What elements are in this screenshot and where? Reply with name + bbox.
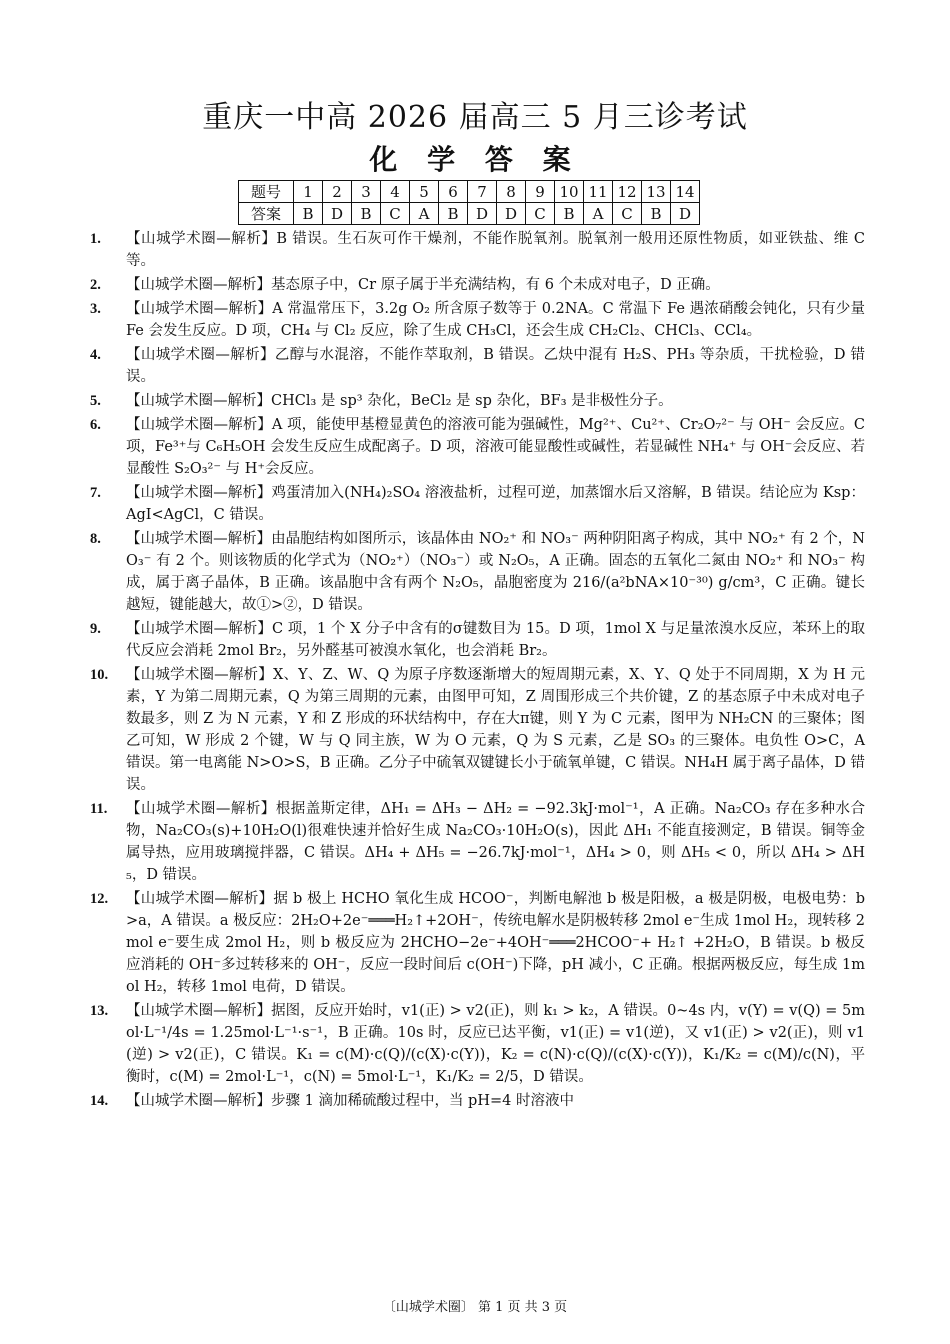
explanation-item: [90, 528, 865, 616]
item-text: 【山城学术圈—解析】A 常温常压下，3.2g O₂ 所含原子数等于 0.2NA。C 常温下 Fe 遇浓硝酸会钝化，只有少量 Fe 会发生反应。D 项，CH₄ 与 Cl₂ 反应，除了生成 CH₃Cl，还会生成 CH₂Cl₂、CHCl₃、CCl₄。: [126, 301, 865, 339]
question-number-cell: 10: [555, 181, 584, 203]
page-title: 重庆一中高 2026 届高三 5 月三诊考试: [202, 100, 748, 135]
explanation-item: [90, 390, 865, 412]
answer-cell: A: [410, 203, 439, 225]
question-number-cell: 14: [671, 181, 700, 203]
item-text: 【山城学术圈—解析】据 b 极上 HCHO 氧化生成 HCOO⁻，判断电解池 b 极是阳极，a 极是阴极，电极电势：b>a，A 错误。a 极反应：2H₂O+2e⁻═══H₂↑+2OH⁻，传统电解水是阴极转移 2mol e⁻生成 1mol H₂，现转移 2mol e⁻要生成 2mol H₂，则 b 极反应为 2HCHO−2e⁻+4OH⁻═══2HCOO⁻+ H₂↑ +2H₂O，B 错误。b 极反应消耗的 OH⁻多过转移来的 OH⁻，反应一段时间后 c(OH⁻)下降，pH 减小，C 正确。根据两极反应，每生成 1mol H₂，转移 1mol 电荷，D 错误。: [126, 891, 866, 995]
explanation-item: [90, 1090, 865, 1112]
row-label: 答案: [239, 203, 294, 225]
explanation-item: [90, 888, 865, 998]
item-text: 【山城学术圈—解析】B 错误。生石灰可作干燥剂，不能作脱氧剂。脱氧剂一般用还原性物质，如亚铁盐、维 C 等。: [126, 231, 865, 269]
explanation-item: [90, 274, 865, 296]
item-text: 【山城学术圈—解析】鸡蛋清加入(NH₄)₂SO₄ 溶液盐析，过程可逆，加蒸馏水后又溶解，B 错误。结论应为 Ksp：AgI<AgCl，C 错误。: [126, 485, 865, 523]
answer-cell: A: [584, 203, 613, 225]
question-number-cell: 9: [526, 181, 555, 203]
question-number-cell: 2: [323, 181, 352, 203]
question-number-cell: 4: [381, 181, 410, 203]
item-text: 【山城学术圈—解析】据图，反应开始时，v1(正) > v2(正)，则 k₁ > k₂，A 错误。0~4s 内，v(Y) = v(Q) = 5mol·L⁻¹/4s = 1.25mol·L⁻¹·s⁻¹，B 正确。10s 时，反应已达平衡，v1(正) = v1(逆)，又 v1(正) > v2(正)，则 v1(逆) > v2(正)，C 错误。K₁ = c(M)·c(Q)/(c(X)·c(Y))，K₂ = c(N)·c(Q)/(c(X)·c(Y))，K₁/K₂ = c(M)/c(N)，平衡时，c(M) = 2mol·L⁻¹，c(N) = 5mol·L⁻¹，K₁/K₂ = 2/5，D 错误。: [126, 1003, 866, 1085]
answer-cell: D: [468, 203, 497, 225]
item-number: 1.: [90, 231, 101, 247]
question-number-cell: 5: [410, 181, 439, 203]
answer-cell: B: [555, 203, 584, 225]
explanation-item: [90, 228, 865, 272]
item-text: 【山城学术圈—解析】步骤 1 滴加稀硫酸过程中，当 pH=4 时溶液中: [126, 1093, 574, 1109]
answer-cell: D: [671, 203, 700, 225]
item-number: 12.: [90, 891, 109, 907]
question-number-cell: 6: [439, 181, 468, 203]
answer-cell: B: [352, 203, 381, 225]
item-number: 14.: [90, 1093, 109, 1109]
row-label: 题号: [239, 181, 294, 203]
explanation-item: [90, 664, 865, 796]
answer-cell: B: [294, 203, 323, 225]
explanation-item: [90, 798, 865, 886]
item-text: 【山城学术圈—解析】A 项，能使甲基橙显黄色的溶液可能为强碱性，Mg²⁺、Cu²⁺、Cr₂O₇²⁻ 与 OH⁻ 会反应。C 项，Fe³⁺与 C₆H₅OH 会发生反应生成配离子。D 项，溶液可能显酸性或碱性，若显碱性 NH₄⁺ 与 OH⁻会反应、若显酸性 S₂O₃²⁻ 与 H⁺会反应。: [126, 417, 865, 477]
question-number-cell: 1: [294, 181, 323, 203]
item-text: 【山城学术圈—解析】CHCl₃ 是 sp³ 杂化，BeCl₂ 是 sp 杂化，BF₃ 是非极性分子。: [126, 393, 673, 409]
item-number: 13.: [90, 1003, 109, 1019]
answer-table-number-row: [239, 181, 700, 203]
item-number: 9.: [90, 621, 101, 637]
explanation-list: [90, 228, 865, 1114]
item-text: 【山城学术圈—解析】由晶胞结构如图所示，该晶体由 NO₂⁺ 和 NO₃⁻ 两种阴阳离子构成，其中 NO₂⁺ 有 2 个，NO₃⁻ 有 2 个。则该物质的化学式为（NO₂⁺）（NO₃⁻）或 N₂O₅，A 正确。固态的五氧化二氮由 NO₂⁺ 和 NO₃⁻ 构成，属于离子晶体，B 正确。该晶胞中含有两个 N₂O₅，晶胞密度为 216/(a²bNA×10⁻³⁰) g/cm³，C 正确。键长越短，键能越大，故①>②，D 错误。: [126, 531, 865, 613]
item-number: 5.: [90, 393, 101, 409]
answer-cell: D: [323, 203, 352, 225]
question-number-cell: 8: [497, 181, 526, 203]
item-number: 6.: [90, 417, 101, 433]
explanation-item: [90, 618, 865, 662]
answer-cell: C: [526, 203, 555, 225]
item-number: 7.: [90, 485, 101, 501]
item-number: 10.: [90, 667, 109, 683]
question-number-cell: 11: [584, 181, 613, 203]
explanation-item: [90, 482, 865, 526]
question-number-cell: 7: [468, 181, 497, 203]
answer-cell: D: [497, 203, 526, 225]
answer-table-answer-row: [239, 203, 700, 225]
question-number-cell: 12: [613, 181, 642, 203]
answer-cell: B: [642, 203, 671, 225]
question-number-cell: 3: [352, 181, 381, 203]
item-number: 8.: [90, 531, 101, 547]
item-text: 【山城学术圈—解析】C 项，1 个 X 分子中含有的σ键数目为 15。D 项，1mol X 与足量浓溴水反应，苯环上的取代反应会消耗 2mol Br₂，另外醛基可被溴水氧化，也会消耗 Br₂。: [126, 621, 865, 659]
answer-cell: C: [381, 203, 410, 225]
page-subtitle: 化 学 答 案: [369, 143, 581, 176]
explanation-item: [90, 1000, 865, 1088]
item-text: 【山城学术圈—解析】X、Y、Z、W、Q 为原子序数逐渐增大的短周期元素，X、Y、Q 处于不同周期，X 为 H 元素，Y 为第二周期元素，Q 为第三周期的元素，由图甲可知，Z 周围形成三个共价键，Z 的基态原子中未成对电子数最多，则 Z 为 N 元素，Y 和 Z 形成的环状结构中，存在大π键，则 Y 为 C 元素，图甲为 NH₂CN 的三聚体；图乙可知，W 形成 2 个键，W 与 Q 同主族，W 为 O 元素，Q 为 S 元素，乙是 SO₃ 的三聚体。电负性 O>C，A 错误。第一电离能 N>O>S，B 正确。乙分子中硫氧双键键长小于硫氧单键，C 错误。NH₄H 属于离子晶体，D 错误。: [126, 667, 866, 793]
item-text: 【山城学术圈—解析】根据盖斯定律，ΔH₁ = ΔH₃ − ΔH₂ = −92.3kJ·mol⁻¹，A 正确。Na₂CO₃ 存在多种水合物，Na₂CO₃(s)+10H₂O(l)很难快速并恰好生成 Na₂CO₃·10H₂O(s)，因此 ΔH₁ 不能直接测定，B 错误。铜等金属导热，应用玻璃搅拌器，C 错误。ΔH₄ + ΔH₅ = −26.7kJ·mol⁻¹，ΔH₄ > 0，则 ΔH₅ < 0，所以 ΔH₄ > ΔH₅，D 错误。: [126, 801, 865, 883]
item-number: 3.: [90, 301, 101, 317]
item-number: 11.: [90, 801, 108, 817]
answer-table: [238, 180, 700, 225]
explanation-item: [90, 298, 865, 342]
question-number-cell: 13: [642, 181, 671, 203]
explanation-item: [90, 344, 865, 388]
answer-cell: C: [613, 203, 642, 225]
item-text: 【山城学术圈—解析】基态原子中，Cr 原子属于半充满结构，有 6 个未成对电子，D 正确。: [126, 277, 720, 293]
item-number: 4.: [90, 347, 101, 363]
page-footer: 〔山城学术圈〕 第 1 页 共 3 页: [382, 1300, 568, 1315]
answer-cell: B: [439, 203, 468, 225]
item-number: 2.: [90, 277, 101, 293]
explanation-item: [90, 414, 865, 480]
item-text: 【山城学术圈—解析】乙醇与水混溶，不能作萃取剂，B 错误。乙炔中混有 H₂S、PH₃ 等杂质，干扰检验，D 错误。: [126, 347, 865, 385]
